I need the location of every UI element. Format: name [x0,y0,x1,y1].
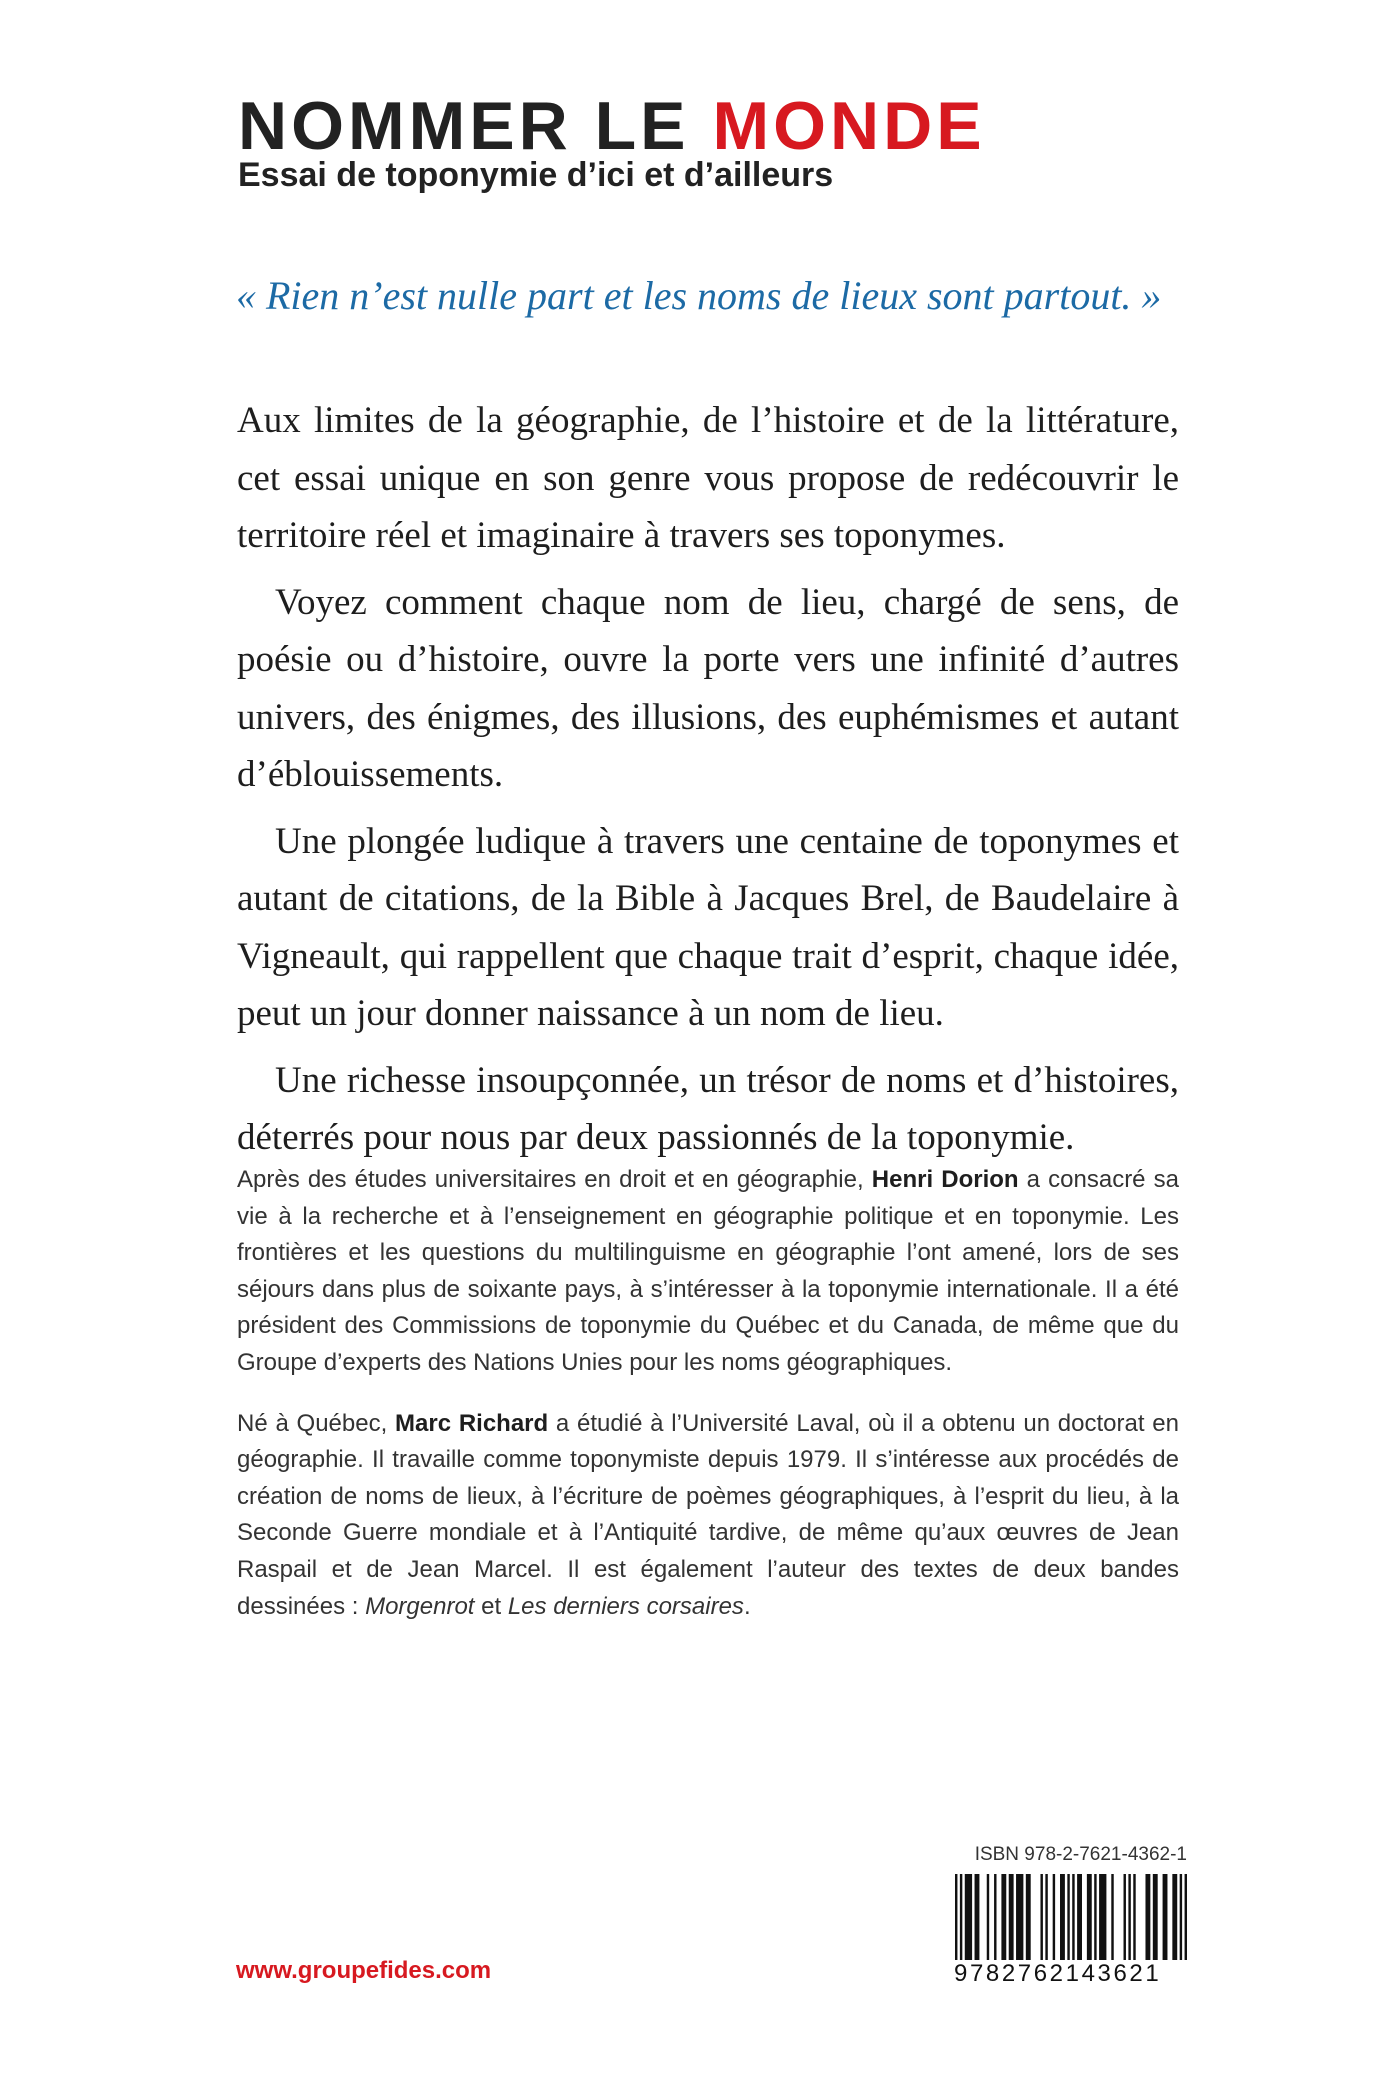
barcode-bar [987,1874,989,1960]
barcode-bar [965,1874,972,1960]
barcode-bar [1087,1874,1092,1960]
description-paragraph: Une plongée ludique à travers une centaine de toponymes et autant de citations, de la Bible à Jacques Brel, de Baudelaire à Vigneault, qui rappellent que chaque trait d’esprit, chaque idée, peut un jour donner naissance à un nom de lieu. [237,820,1179,1034]
pull-quote: « Rien n’est nulle part et les noms de lieux sont partout. » [236,273,1162,318]
bio-marc-richard [237,1406,1179,1626]
barcode-bar [1072,1874,1074,1960]
barcode-bar [1016,1874,1023,1960]
bio-henri-dorion [237,1162,1179,1382]
bio-text: a étudié à l’Université Laval, où il a obtenu un doctorat en géographie. Il travaille comme toponymiste depuis 1979. Il s’intéresse aux procédés de création de noms de lieux, à l’écriture de poèmes géographiques, à l’esprit du lieu, à la Seconde Guerre mondiale et à l’Antiquité tardive, de même qu’aux œuvres de Jean Raspail et de Jean Marcel. Il est également l’auteur des textes de deux bandes dessinées : [237,1409,1179,1620]
description-paragraph: Aux limites de la géographie, de l’histoire et de la littérature, cet essai unique en son genre vous propose de redécouvrir le territoire réel et imaginaire à travers ses toponymes. [237,400,1179,556]
publisher-url[interactable]: www.groupefides.com [236,1957,492,1984]
barcode-bar [1153,1874,1158,1960]
barcode-bar [1185,1874,1187,1960]
barcode-icon [955,1874,1187,1960]
barcode-bar [1060,1874,1065,1960]
description-paragraph: Voyez comment chaque nom de lieu, chargé de sens, de poésie ou d’histoire, ouvre la porte vers une infinité d’autres univers, des énigmes, des illusions, des euphémismes et autant d’éblouissements. [237,581,1179,795]
barcode-digits: 9782762143621 [954,1960,1162,1987]
title-main: NOMMER LE [238,88,713,164]
barcode-bar [1077,1874,1082,1960]
bio-text: Né à Québec, [237,1409,396,1437]
author-name: Henri Dorion [871,1166,1019,1193]
barcode-bar [1045,1874,1047,1960]
barcode-bar [1009,1874,1014,1960]
barcode-bar [1128,1874,1130,1960]
barcode-bar [1094,1874,1096,1960]
work-title: Les derniers corsaires [507,1592,744,1620]
author-bios [237,1162,1179,1625]
barcode-bar [975,1874,980,1960]
barcode-bar [1133,1874,1135,1960]
barcode-bar [955,1874,957,1960]
bio-text: et [474,1592,508,1620]
barcode-bar [994,1874,996,1960]
barcode-bar [1067,1874,1069,1960]
description-paragraph: Une richesse insoupçonnée, un trésor de noms et d’histoires, déterrés pour nous par deux passionnés de la toponymie. [237,1059,1179,1158]
book-subtitle: Essai de toponymie d’ici et d’ailleurs [238,156,834,194]
bio-text: Après des études universitaires en droit et en géographie, [237,1166,872,1193]
barcode-bar [960,1874,962,1960]
barcode-bar [1053,1874,1055,1960]
author-name: Marc Richard [395,1409,549,1437]
barcode-bar [1163,1874,1168,1960]
barcode-bar [1026,1874,1031,1960]
bio-text: . [743,1592,751,1620]
work-title: Morgenrot [365,1592,475,1620]
barcode-bar [1111,1874,1113,1960]
barcode-bar [1180,1874,1182,1960]
book-title [238,88,986,164]
description [237,392,1179,1167]
bio-text: a consacré sa vie à la recherche et à l’enseignement en géographie politique et en toponymie. Les frontières et les questions du multilinguisme en géographie l’ont amené, lors de ses séjours dans plus de soixante pays, à s’intéresser à la toponymie internationale. Il a été président des Commissions de toponymie du Québec et du Canada, de même que du Groupe d’experts des Nations Unies pour les noms géographiques. [237,1166,1179,1376]
barcode-bar [1099,1874,1106,1960]
barcode-bar [1172,1874,1177,1960]
title-accent: MONDE [712,88,986,164]
barcode-bar [1124,1874,1126,1960]
barcode-bar [1040,1874,1042,1960]
barcode-bar [1001,1874,1006,1960]
isbn-label: ISBN 978-2-7621-4362-1 [974,1844,1187,1865]
barcode-bar [1145,1874,1150,1960]
